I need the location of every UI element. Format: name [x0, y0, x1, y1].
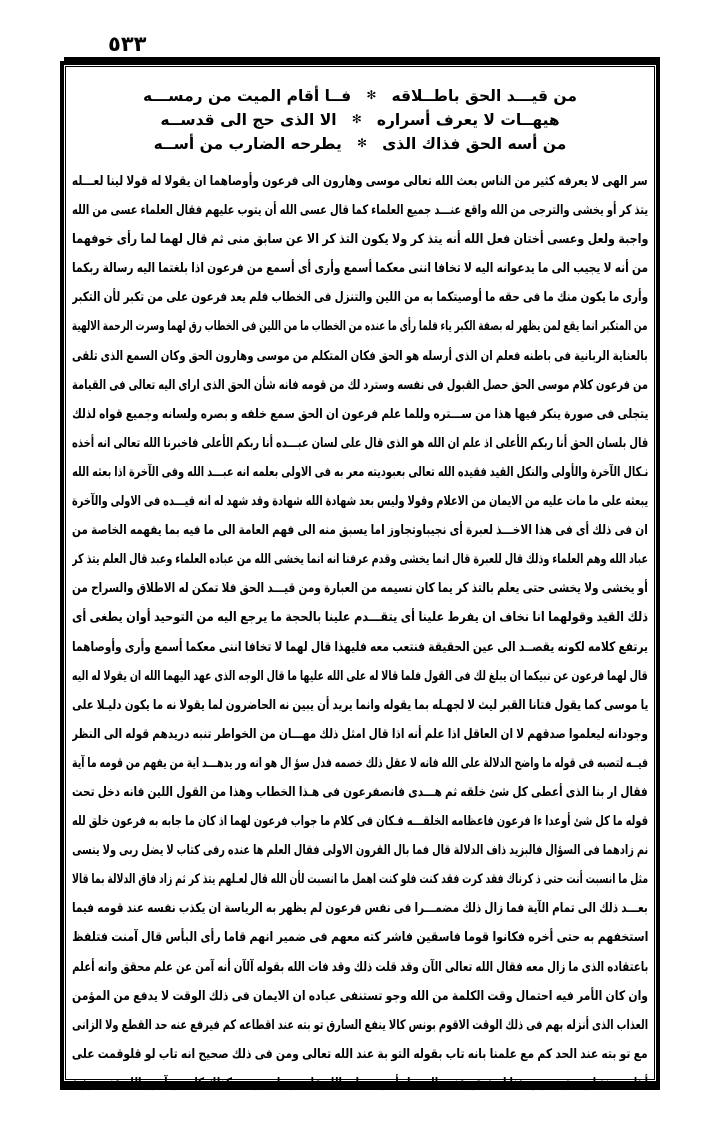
body-line-text: فيــه لتصبه فى قوله ما واضح الدلالة على الله فانه لا عقل ذلك خصمه فدل سؤ ال هو انه ور يدهـــد اية من يفهم من قومه ما آية	[72, 755, 648, 771]
body-line	[72, 458, 648, 487]
body-line	[72, 691, 648, 720]
body-line	[72, 1040, 648, 1069]
verse-separator-icon: ✻	[357, 136, 367, 150]
body-line-text: يا موسى كما يقول فتانا القبر ليث لا لجهـله بما يقوله وانما يريد أن يبين نه الحاضرون لما يقولا نه ما يكون دليـلا على	[72, 697, 648, 713]
page-content	[72, 76, 648, 1091]
body-line	[72, 1011, 648, 1040]
body-text-block	[72, 167, 648, 1098]
verse-line	[72, 84, 648, 108]
body-line	[72, 865, 648, 894]
body-line-text: يتجلى فى صورة ينكر فيها هذا من ســـتره وللما علم فرعون ان الحق سمع خلفه و بصره ولسانه وجميع قواه لذلك	[72, 406, 648, 422]
body-line-text: من فرعون كلام موسى الحق حصل القبول فى نفسه وسترد لك من قومه فانه شأن الحق الذى اراى اليه تعالى فى القيامة	[72, 377, 648, 393]
body-line-text: قال لهما فرعون عن نبيكما ان يبلغ لك فى القول فلما قالا له على الله عليها ما قال الوجه الذى عهد اليهما الله ان يقولا له اليه	[72, 668, 648, 684]
body-line-text: بعـــد ذلك الى تمام الآية فما زال ذلك مضمـــرا فى نفس فرعون لم يظهر به الرياسة ان يكذب نفسه عند قومه فيما	[72, 901, 648, 917]
body-line-text: سر الهى لا يعرفه كثير من الناس بعث الله تعالى موسى وهارون الى فرعون وأوصاهما ان يقولا له قولا لينا لعـــله	[72, 174, 648, 189]
body-line-text: العذاب الذى أنزله بهم فى ذلك الوقت الاقوم بونس كالا ينفع السارق تو بته عند اقطاعه كم فيرفع عنه حد القطع ولا الزانى	[72, 1017, 648, 1033]
body-line-text: نم زادهما فى السؤال فالبزيد ذاف الدلالة قال فما بال القرون الاولى فقال العلم ها عنده رفى كتاب لا يضل ربى ولا ينسى	[72, 843, 648, 859]
body-line	[72, 574, 648, 603]
verse-hemistich-second: فــا أقام الميت من رمســـه	[143, 87, 352, 105]
body-line-text: عباد الله وهم العلماء وذلك قال للعبرة قال انما يخشى وقدم عرفنا انه انما يخشى الله من عباده العلماء وعبد قال العلم يتذ كر	[72, 552, 648, 568]
verse-hemistich-second: الا الذى حج الى قدســه	[160, 111, 337, 129]
body-line	[72, 836, 648, 865]
body-line	[72, 487, 648, 516]
verse-line	[72, 108, 648, 132]
body-line	[72, 807, 648, 836]
body-line	[72, 894, 648, 923]
verse-hemistich-first: من أسه الحق فذاك الذى	[382, 135, 567, 153]
body-line	[72, 196, 648, 225]
body-line	[72, 982, 648, 1011]
body-line-text: مع تو بته عند الحد كم مع علمنا بانه تاب بقوله التو بة عند الله تعالى ومن فى ذلك صحيح انه تاب لو قلوقمت على	[72, 1046, 648, 1062]
verse-separator-icon: ✻	[366, 88, 377, 102]
verse-hemistich-first: من قيـــد الحق باطــلاقه	[391, 87, 577, 105]
body-line-text: وجودانه ليعلموا صدقهم لا ان العاقل اذا علم أنه اذا قال امثل ذلك مهـــان من الخواطر تنبه دريدهم قوله الى النظر	[72, 726, 648, 742]
body-line-text: وان كان الأمر فيه احتمال وقت الكلمة من الله وجو تستنفى عباده ان الايمان فى ذلك الوقت لا يدفع من المؤمن	[72, 988, 648, 1004]
body-line-text: بالعناية الربانية فى باطنه فعلم ان الذى أرسله هو الحق فكان المتكلم من موسى وهارون الحق وكان السمع الذى تلقى	[72, 348, 648, 364]
body-line	[72, 283, 648, 312]
body-line-text: قال بلسان الحق أنا ربكم الأعلى اذ علم ان الله هو الذى قال على لسان عبـــده أنا ربكم الأعلى فاخبرنا الله تعالى انه أخذه	[72, 435, 648, 451]
body-line	[72, 778, 648, 807]
body-line-text: من أنه لا يجيب الى ما يدعوانه اليه لا تخافا اننى معكما أسمع وأرى أى أسمع من فرعون اذا بلغتما اليه رسالة ربكما	[72, 261, 648, 277]
verse-line	[72, 132, 648, 156]
verse-separator-icon: ✻	[351, 112, 362, 126]
body-line	[72, 312, 648, 341]
body-line-text: ان فى ذلك أى فى هذا الاخـــذ لعبرة أى نجيباوتجاوز اما يسبق منه الى فهم العامة الى ما فيه بما يفهمه الخاصة من	[72, 523, 648, 539]
body-line-text: ذلك القيد وقولهما انا نخاف ان يفرط علينا أى يتقـــدم علينا بالحجة ما يرجع اليه من التوحيد أوان يطغى أى	[72, 610, 648, 626]
body-line-text: واجبة ولعل وعسى أختان فعل الله أنه يتذ كر ولا يكون التذ كر الا عن سابق منى ثم قال لهما لما رأى خوفهما	[72, 232, 648, 248]
poetry-block	[72, 84, 648, 156]
body-line	[72, 720, 648, 749]
body-line-text: من المتكبر انما يقع لمن يظهر له بصفة الكبر ياء فلما رأى ما عنده من الخطاب ما من اللين فى الخطاب رق لهما وسرت الرحمة الالهية	[72, 319, 648, 335]
body-line	[72, 603, 648, 632]
body-line-text: أو يخشى ولا يخشى حتى يعلم بالتذ كر يما كان نسيمه من العبارة ومن قيـــد الحق فلا تمكن له الاطلاق والسراح من	[72, 581, 648, 597]
body-line	[72, 749, 648, 778]
body-line-text: أهل مدينة لوسعتهم ومع هذا لم تدفع عنــه الحد بل أمر صـــلى الله عليه وسلم برجمه كذلك كل من آمن بالله عند مرؤية	[72, 1075, 648, 1091]
body-line	[72, 545, 648, 574]
body-line	[72, 225, 648, 254]
body-line	[72, 516, 648, 545]
body-line-text: مثل ما انسبت أنت حتى ذ كرناك فقد كرت فقد كنت فلو كنت اهمل ما انسبت لأن الله قال لعـلهم يتذ كر ثم زاد فاق الدلالة بما قالا	[72, 872, 648, 888]
body-line-text: استخفهم به حتى أخره فكانوا قوما فاسقين فاشر كته معهم فى ضمير انهم قاما رأى البأس قال آمنت فتلفظ	[72, 930, 648, 946]
body-line	[72, 254, 648, 283]
body-line-text: فقال ار بنا الذى أعطى كل شئ خلقه ثم هـــدى فانصفرعون فى هـذا الخطاب وهذا من القول اللين فانه دخل تحت	[72, 784, 648, 800]
body-line	[72, 167, 648, 196]
body-line	[72, 371, 648, 400]
page-number: ٥٣٣	[108, 32, 147, 56]
body-line	[72, 923, 648, 952]
body-line-text: قوله ما كل شئ أوعدا ءا فرعون فاعظامه الخلقـــه فـكان فى كلام ما جواب فرعون لهما اذ كان ما جابه به فرعون خلق لله	[72, 814, 648, 830]
body-line-text: وأرى ما يكون منك ما فى حقه ما أوصيتكما به من اللين والتنزل فى الخطاب فلم يعد فرعون على من تكبر لأن التكبر	[72, 290, 648, 306]
body-line-text: يبعثه على ما مات عليه من الايمان من الاعلام وقولا وليس بعد شهادة الله شهادة وقد شهد له انه قيـــده فى الاولى والآخرة	[72, 494, 648, 510]
body-line	[72, 342, 648, 371]
body-line	[72, 633, 648, 662]
verse-hemistich-second: يطرحه الضارب من أســه	[153, 135, 342, 153]
body-line-text: نـكال الآخرة والأولى والنكل القيد فقيده الله تعالى بعبوديته معر به فى الاولى بعلمه انه عبـــد الله وفى الآخرة اذا بعثه الله	[72, 464, 648, 480]
body-line-text: يرتفع كلامه لكونه يقصــد الى عين الحقيقة فنتعب معه فليهذا قال لهما لا تخافا اننى معكما أسمع وأرى وأوصاهما	[72, 639, 648, 655]
body-line	[72, 953, 648, 982]
body-line	[72, 429, 648, 458]
body-line-text: يتذ كر أو يخشى والترجى من الله واقع عنـــد جميع العلماء كما قال عسى الله أن يتوب عليهم فقال العلماء عسى من الله	[72, 203, 648, 219]
body-line	[72, 1069, 648, 1098]
body-line-text: باعتقاده الذى ما زال معه فقال الله تعالى الآن وقد قلت ذلك وقد فات الله بقوله آلآن أنه آمن عن علم محقق وانه أعلم	[72, 959, 648, 975]
verse-hemistich-first: هيهــات لا يعرف أسراره	[376, 111, 560, 129]
body-line	[72, 662, 648, 691]
body-line	[72, 400, 648, 429]
